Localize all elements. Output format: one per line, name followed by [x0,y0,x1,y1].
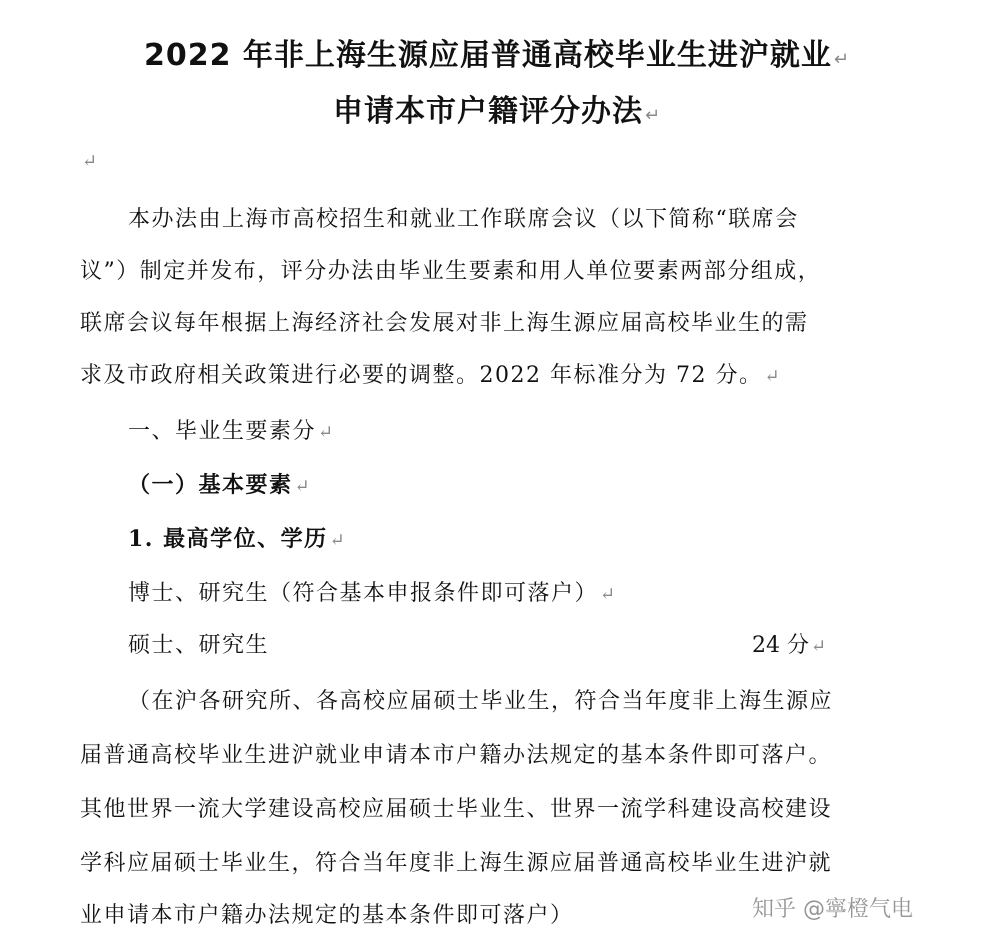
return-mark-icon: ↵ [318,422,335,443]
doctor-line: 博士、研究生（符合基本申报条件即可落户） ↵ [128,581,617,606]
empty-line [80,148,920,173]
return-mark-icon: ↵ [82,151,99,172]
paragraph1-line1: 本办法由上海市高校招生和就业工作联席会议（以下简称“联席会 [128,207,799,232]
paragraph2-line1: （在沪各研究所、各高校应届硕士毕业生，符合当年度非上海生源应 [128,689,834,714]
document-title-line1: 2022 年非上海生源应届普通高校毕业生进沪就业 ↵ [143,38,851,73]
paragraph2-line5: 业申请本市户籍办法规定的基本条件即可落户） [80,903,574,928]
return-mark-icon: ↵ [811,636,827,657]
return-mark-icon: ↵ [329,530,347,551]
return-mark-icon: ↵ [833,49,851,70]
item-heading: 1. 最高学位、学历 ↵ [128,526,347,552]
return-mark-icon: ↵ [294,476,312,497]
return-mark-icon: ↵ [600,584,617,605]
master-label: 硕士、研究生 [128,633,270,658]
document-title-line2: 申请本市户籍评分办法 ↵ [332,94,662,129]
paragraph2-line2: 届普通高校毕业生进沪就业申请本市户籍办法规定的基本条件即可落户。 [80,743,833,768]
paragraph2-line3: 其他世界一流大学建设高校应届硕士毕业生、世界一流学科建设高校建设 [80,797,833,822]
paragraph1-line4: 求及市政府相关政策进行必要的调整。2022 年标准分为 72 分。 ↵ [80,363,782,388]
subsection-heading: （一）基本要素 ↵ [128,472,312,498]
master-score: 24 分 ↵ [752,633,827,658]
section-heading: 一、毕业生要素分 ↵ [128,419,335,444]
watermark: 知乎 @寧橙气电 [752,897,913,922]
paragraph1-line2: 议”）制定并发布，评分办法由毕业生要素和用人单位要素两部分组成， [80,259,822,284]
return-mark-icon: ↵ [764,366,782,387]
paragraph1-line3: 联席会议每年根据上海经济社会发展对非上海生源应届高校毕业生的需 [80,311,809,336]
paragraph2-line4: 学科应届硕士毕业生，符合当年度非上海生源应届普通高校毕业生进沪就 [80,851,833,876]
return-mark-icon: ↵ [644,105,662,126]
